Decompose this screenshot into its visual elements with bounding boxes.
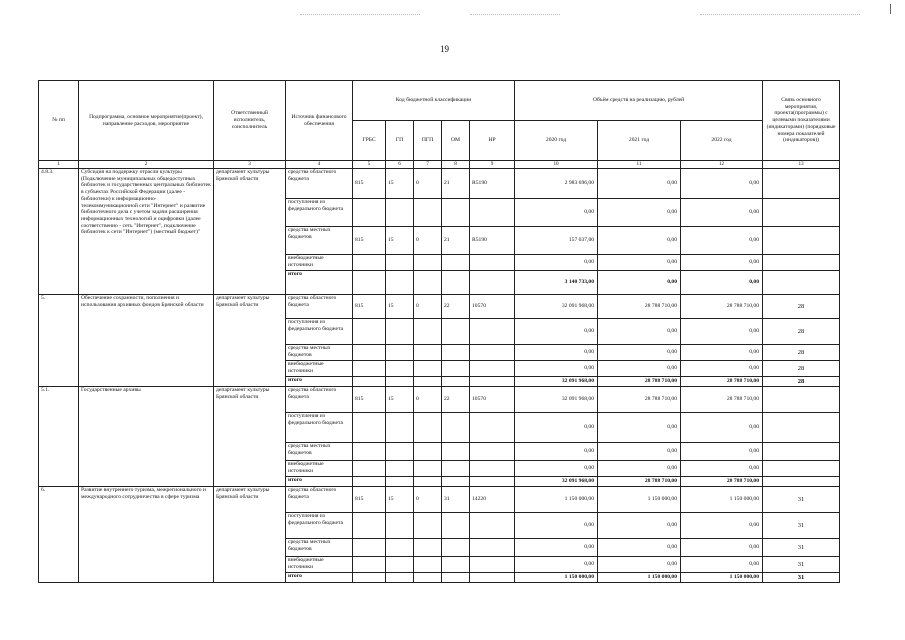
amount-2021: 0,00	[598, 319, 681, 345]
page-number: 19	[440, 44, 449, 54]
code-om	[442, 513, 470, 539]
code-pgp	[414, 477, 442, 487]
code-pgp: 0	[414, 169, 442, 199]
code-gp	[386, 345, 414, 361]
code-nr: R5190	[470, 227, 515, 255]
indicator-link	[763, 387, 840, 413]
amount-2020: 2 983 696,00	[515, 169, 598, 199]
code-grbs	[353, 413, 386, 443]
code-nr	[470, 413, 515, 443]
amount-2020: 0,00	[515, 361, 598, 377]
code-nr	[470, 557, 515, 573]
amount-2020: 1 150 000,00	[515, 487, 598, 513]
amount-2022: 0,00	[681, 345, 763, 361]
indicator-link	[763, 461, 840, 477]
code-om	[442, 319, 470, 345]
funding-source: итого	[286, 573, 353, 583]
header-name: Подпрограмма, основное мероприятие(проект), направление расходов, мероприятие	[79, 81, 214, 161]
funding-source: средства областного бюджета	[286, 295, 353, 319]
code-pgp	[414, 361, 442, 377]
amount-2022: 28 788 710,00	[681, 477, 763, 487]
amount-2022: 1 150 000,00	[681, 573, 763, 583]
code-pgp	[414, 199, 442, 227]
code-grbs	[353, 199, 386, 227]
amount-2022: 0,00	[681, 271, 763, 295]
code-nr	[470, 361, 515, 377]
code-nr	[470, 477, 515, 487]
indicator-link: 31	[763, 539, 840, 557]
indicator-link: 28	[763, 295, 840, 319]
column-number: 11	[598, 161, 681, 169]
column-number: 10	[515, 161, 598, 169]
code-grbs	[353, 377, 386, 387]
amount-2021: 0,00	[598, 199, 681, 227]
amount-2021: 0,00	[598, 345, 681, 361]
code-pgp	[414, 345, 442, 361]
code-nr	[470, 199, 515, 227]
activity-name: Обеспечение сохранности, пополнения и использования архивных фондов Брянской области	[79, 295, 214, 387]
column-number: 12	[681, 161, 763, 169]
amount-2021: 0,00	[598, 361, 681, 377]
funding-source: средства областного бюджета	[286, 487, 353, 513]
code-nr	[470, 255, 515, 271]
scan-noise	[470, 14, 560, 16]
amount-2022: 0,00	[681, 461, 763, 477]
indicator-link	[763, 255, 840, 271]
amount-2022: 0,00	[681, 227, 763, 255]
table-row	[39, 387, 840, 413]
code-gp	[386, 413, 414, 443]
amount-2020: 1 150 000,00	[515, 573, 598, 583]
amount-2021: 28 788 710,00	[598, 387, 681, 413]
code-nr	[470, 377, 515, 387]
header-year-2022: 2022 год	[681, 121, 763, 161]
amount-2022: 1 150 000,00	[681, 487, 763, 513]
code-gp	[386, 199, 414, 227]
scan-edge-mark	[890, 4, 891, 14]
column-number: 3	[214, 161, 286, 169]
amount-2022: 0,00	[681, 199, 763, 227]
header-executor: Ответственный исполнитель, соисполнитель	[214, 81, 286, 161]
code-gp: 15	[386, 227, 414, 255]
row-number: 6.	[39, 487, 79, 583]
code-om	[442, 557, 470, 573]
amount-2021: 0,00	[598, 443, 681, 461]
funding-source: итого	[286, 271, 353, 295]
code-grbs	[353, 461, 386, 477]
code-pgp	[414, 255, 442, 271]
indicator-link: 31	[763, 557, 840, 573]
column-number: 13	[763, 161, 840, 169]
amount-2022: 0,00	[681, 169, 763, 199]
indicator-link: 28	[763, 345, 840, 361]
code-grbs	[353, 513, 386, 539]
column-number: 5	[353, 161, 386, 169]
code-gp: 15	[386, 387, 414, 413]
activity-name: Развитие внутреннего туризма, межрегионального и международного сотрудничества в сфере туризма	[79, 487, 214, 583]
code-om	[442, 199, 470, 227]
amount-2020: 0,00	[515, 443, 598, 461]
code-grbs	[353, 573, 386, 583]
code-om	[442, 377, 470, 387]
amount-2020: 0,00	[515, 539, 598, 557]
amount-2020: 0,00	[515, 199, 598, 227]
code-nr	[470, 539, 515, 557]
header-num: № пп	[39, 81, 79, 161]
header-budget-code: Код бюджетной классификации	[353, 81, 515, 121]
header-volume: Объём средств на реализацию, рублей	[515, 81, 763, 121]
code-om	[442, 443, 470, 461]
code-nr	[470, 461, 515, 477]
amount-2022: 0,00	[681, 557, 763, 573]
amount-2021: 28 788 710,00	[598, 295, 681, 319]
amount-2022: 28 788 710,00	[681, 377, 763, 387]
header-om: ОМ	[442, 121, 470, 161]
code-pgp: 0	[414, 387, 442, 413]
funding-source: средства местных бюджетов	[286, 539, 353, 557]
amount-2021: 0,00	[598, 227, 681, 255]
code-gp	[386, 377, 414, 387]
amount-2020: 32 091 968,00	[515, 477, 598, 487]
amount-2021: 0,00	[598, 255, 681, 271]
code-pgp	[414, 513, 442, 539]
amount-2022: 0,00	[681, 361, 763, 377]
amount-2021: 0,00	[598, 513, 681, 539]
amount-2020: 0,00	[515, 255, 598, 271]
code-gp	[386, 557, 414, 573]
code-grbs: 815	[353, 487, 386, 513]
indicator-link	[763, 413, 840, 443]
funding-source: средства областного бюджета	[286, 169, 353, 199]
amount-2020: 0,00	[515, 413, 598, 443]
code-om	[442, 345, 470, 361]
header-source: Источник финансового обеспечения	[286, 81, 353, 161]
code-om	[442, 461, 470, 477]
code-gp	[386, 255, 414, 271]
amount-2022: 0,00	[681, 443, 763, 461]
executor: департамент культуры Брянской области	[214, 295, 286, 387]
column-number: 9	[470, 161, 515, 169]
amount-2020: 32 091 968,00	[515, 387, 598, 413]
funding-source: внебюджетные источники	[286, 361, 353, 377]
funding-source: итого	[286, 377, 353, 387]
code-om	[442, 539, 470, 557]
row-number: 5.1.	[39, 387, 79, 487]
scan-noise	[300, 14, 420, 16]
code-grbs	[353, 271, 386, 295]
header-year-2021: 2021 год	[598, 121, 681, 161]
code-grbs: 815	[353, 169, 386, 199]
amount-2020: 3 140 733,00	[515, 271, 598, 295]
code-om: 31	[442, 487, 470, 513]
code-grbs	[353, 255, 386, 271]
column-number-row	[39, 161, 840, 169]
code-grbs	[353, 443, 386, 461]
code-nr: 14220	[470, 487, 515, 513]
header-year-2020: 2020 год	[515, 121, 598, 161]
amount-2021: 0,00	[598, 169, 681, 199]
header-nr: НР	[470, 121, 515, 161]
funding-source: поступления из федерального бюджета	[286, 199, 353, 227]
header-gp: ГП	[386, 121, 414, 161]
scan-noise	[700, 14, 860, 16]
code-om: 22	[442, 295, 470, 319]
code-gp	[386, 361, 414, 377]
amount-2021: 0,00	[598, 539, 681, 557]
funding-source: поступления из федерального бюджета	[286, 513, 353, 539]
header-pgp: ПГП	[414, 121, 442, 161]
amount-2021: 1 150 000,00	[598, 573, 681, 583]
funding-source: средства местных бюджетов	[286, 443, 353, 461]
amount-2021: 0,00	[598, 413, 681, 443]
code-gp	[386, 477, 414, 487]
code-grbs	[353, 319, 386, 345]
column-number: 2	[79, 161, 214, 169]
funding-source: внебюджетные источники	[286, 255, 353, 271]
code-nr: R5190	[470, 169, 515, 199]
code-gp	[386, 513, 414, 539]
code-om	[442, 361, 470, 377]
funding-source: средства местных бюджетов	[286, 345, 353, 361]
code-nr	[470, 573, 515, 583]
code-pgp	[414, 539, 442, 557]
code-om	[442, 477, 470, 487]
column-number: 7	[414, 161, 442, 169]
row-number: 4.8.3.	[39, 169, 79, 295]
amount-2022: 0,00	[681, 255, 763, 271]
executor: департамент культуры Брянской области	[214, 169, 286, 295]
code-pgp	[414, 413, 442, 443]
table-row	[39, 295, 840, 319]
code-pgp	[414, 271, 442, 295]
code-gp	[386, 461, 414, 477]
indicator-link	[763, 477, 840, 487]
code-pgp: 0	[414, 295, 442, 319]
code-nr	[470, 319, 515, 345]
column-number: 1	[39, 161, 79, 169]
code-grbs	[353, 361, 386, 377]
code-pgp	[414, 319, 442, 345]
amount-2021: 0,00	[598, 557, 681, 573]
indicator-link	[763, 227, 840, 255]
amount-2021: 0,00	[598, 271, 681, 295]
table-row	[39, 487, 840, 513]
funding-source: поступления из федерального бюджета	[286, 319, 353, 345]
code-pgp	[414, 377, 442, 387]
code-grbs: 815	[353, 295, 386, 319]
activity-name: Государственные архивы	[79, 387, 214, 487]
amount-2021: 28 788 710,00	[598, 477, 681, 487]
funding-source: средства местных бюджетов	[286, 227, 353, 255]
code-gp: 15	[386, 295, 414, 319]
code-gp	[386, 573, 414, 583]
code-pgp: 0	[414, 487, 442, 513]
code-gp: 15	[386, 487, 414, 513]
activity-name: Субсидия на поддержку отрасли культуры (Подключение муниципальных общедоступных библиотек и государственных центральных библиотек в субъектах Российской Федерации (далее - библиотеки) к информационно-телекоммуникационной сети "Интернет" и развитие библиотечного дела с учетом задачи расширения информационных технологий и оцифровки (далее соответственно - сеть "Интернет", подключение библиотек к сети "Интернет") (местный бюджет)"	[79, 169, 214, 295]
amount-2020: 0,00	[515, 557, 598, 573]
code-gp	[386, 271, 414, 295]
amount-2021: 28 788 710,00	[598, 377, 681, 387]
code-nr	[470, 271, 515, 295]
indicator-link: 28	[763, 361, 840, 377]
amount-2020: 0,00	[515, 513, 598, 539]
amount-2020: 0,00	[515, 461, 598, 477]
amount-2020: 32 091 968,00	[515, 295, 598, 319]
funding-source: средства областного бюджета	[286, 387, 353, 413]
row-number: 5.	[39, 295, 79, 387]
code-gp: 15	[386, 169, 414, 199]
indicator-link: 28	[763, 377, 840, 387]
code-pgp	[414, 461, 442, 477]
code-pgp: 0	[414, 227, 442, 255]
funding-source: внебюджетные источники	[286, 461, 353, 477]
code-grbs	[353, 345, 386, 361]
code-om	[442, 413, 470, 443]
amount-2020: 0,00	[515, 345, 598, 361]
indicator-link: 31	[763, 487, 840, 513]
table-row	[39, 169, 840, 199]
amount-2022: 0,00	[681, 539, 763, 557]
amount-2020: 0,00	[515, 319, 598, 345]
code-grbs	[353, 557, 386, 573]
code-nr: 10570	[470, 387, 515, 413]
indicator-link: 31	[763, 573, 840, 583]
indicator-link: 28	[763, 319, 840, 345]
funding-source: поступления из федерального бюджета	[286, 413, 353, 443]
header-link: Связь основного мероприятия, проекта(программы) с целевыми показателями (индикаторами) (порядковые номера показателей (индикаторов))	[763, 81, 840, 161]
code-grbs	[353, 477, 386, 487]
amount-2022: 28 788 710,00	[681, 295, 763, 319]
code-om: 21	[442, 227, 470, 255]
code-grbs	[353, 539, 386, 557]
code-gp	[386, 443, 414, 461]
column-number: 4	[286, 161, 353, 169]
code-om: 21	[442, 169, 470, 199]
code-grbs: 815	[353, 387, 386, 413]
amount-2022: 28 788 710,00	[681, 387, 763, 413]
amount-2020: 32 091 968,00	[515, 377, 598, 387]
code-om	[442, 255, 470, 271]
code-nr: 10570	[470, 295, 515, 319]
code-om: 22	[442, 387, 470, 413]
funding-source: итого	[286, 477, 353, 487]
code-om	[442, 573, 470, 583]
indicator-link	[763, 169, 840, 199]
amount-2022: 0,00	[681, 413, 763, 443]
amount-2021: 1 150 000,00	[598, 487, 681, 513]
column-number: 6	[386, 161, 414, 169]
indicator-link	[763, 443, 840, 461]
indicator-link: 31	[763, 513, 840, 539]
code-pgp	[414, 573, 442, 583]
amount-2022: 0,00	[681, 319, 763, 345]
code-nr	[470, 345, 515, 361]
funding-source: внебюджетные источники	[286, 557, 353, 573]
code-gp	[386, 539, 414, 557]
code-om	[442, 271, 470, 295]
code-nr	[470, 513, 515, 539]
amount-2020: 157 037,00	[515, 227, 598, 255]
header-grbs: ГРБС	[353, 121, 386, 161]
code-pgp	[414, 443, 442, 461]
code-grbs: 815	[353, 227, 386, 255]
code-pgp	[414, 557, 442, 573]
code-gp	[386, 319, 414, 345]
column-number: 8	[442, 161, 470, 169]
executor: департамент культуры Брянской области	[214, 387, 286, 487]
indicator-link	[763, 271, 840, 295]
amount-2021: 0,00	[598, 461, 681, 477]
indicator-link	[763, 199, 840, 227]
budget-table	[38, 80, 840, 583]
amount-2022: 0,00	[681, 513, 763, 539]
executor: департамент культуры Брянской области	[214, 487, 286, 583]
code-nr	[470, 443, 515, 461]
